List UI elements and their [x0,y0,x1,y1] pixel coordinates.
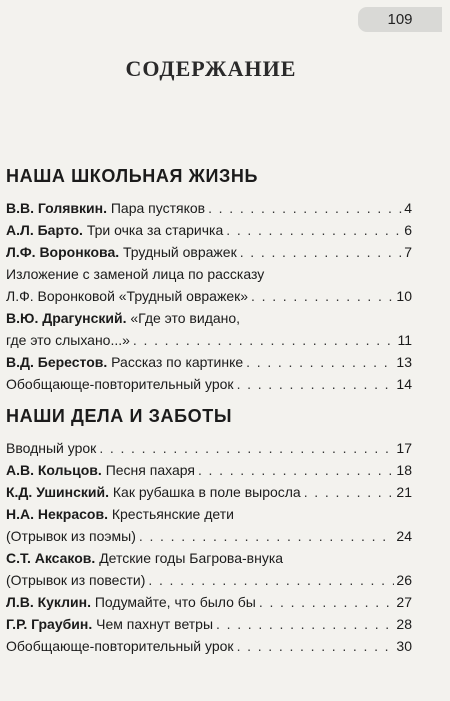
toc-entry [6,504,412,548]
toc-entry-line [6,220,412,242]
section-deeds-entries [6,438,412,658]
toc-entry-line [6,242,412,264]
toc-entry-line [6,198,412,220]
toc-entry-page: 26 [396,572,412,588]
toc-entry-line [6,482,412,504]
toc-entry-leader [259,592,395,612]
toc-entry-page: 27 [396,594,412,610]
toc-entry-author: К.Д. Ушинский. [6,484,109,500]
toc-entry-title: Обобщающе-повторительный урок [6,376,234,392]
toc-entry-author: Л.В. Куклин. [6,594,91,610]
toc-entry-title-continued: где это слыхано...» [6,332,130,348]
toc-entry-leader [237,374,395,394]
toc-entry [6,614,412,636]
toc-entry-leader [216,614,394,634]
toc-entry-title: Песня пахаря [105,462,195,478]
toc-entry-title: Детские годы Багрова-внука [99,550,284,566]
toc-entry-author: В.Д. Берестов. [6,354,108,370]
toc-entry [6,220,412,242]
toc-entry-line [6,286,412,308]
toc-entry-author: А.Л. Барто. [6,222,83,238]
toc-entry [6,198,412,220]
toc-entry-page: 6 [404,222,412,238]
toc-entry-line [6,352,412,374]
toc-entry-line [6,374,412,396]
toc-entry-page: 17 [396,440,412,456]
toc-entry-title: Подумайте, что было бы [94,594,256,610]
toc-entry-author: А.В. Кольцов. [6,462,102,478]
section-title-deeds-and-cares: НАШИ ДЕЛА И ЗАБОТЫ [6,406,233,426]
section-title-school-life: НАША ШКОЛЬНАЯ ЖИЗНЬ [6,166,259,186]
toc-entry-line [6,330,412,352]
toc-entry-page: 11 [397,332,412,348]
section-school-life-entries [6,198,412,396]
toc-entry-leader [304,482,395,502]
toc-entry [6,460,412,482]
toc-entry-title: Пара пустяков [110,200,206,216]
toc-entry-title: Чем пахнут ветры [96,616,214,632]
toc-entry-line [6,460,412,482]
toc-entry-line [6,526,412,548]
toc-entry-page: 18 [396,462,412,478]
toc-entry [6,264,412,308]
toc-entry-title: Рассказ по картинке [111,354,244,370]
toc-entry-leader [237,636,395,656]
toc-entry [6,548,412,592]
toc-entry-author: В.Ю. Драгунский. [6,310,127,326]
toc-entry [6,636,412,658]
toc-entry-line [6,438,412,460]
toc-entry-page: 24 [396,528,412,544]
toc-entry-leader [99,438,394,458]
toc-entry-author: Н.А. Некрасов. [6,506,108,522]
toc-entry-title: Обобщающе-повторительный урок [6,638,234,654]
toc-entry-page: 30 [396,638,412,654]
toc-entry-title-continued: Л.Ф. Воронковой «Трудный овражек» [6,288,249,304]
toc-entry [6,482,412,504]
toc-entry-page: 21 [396,484,412,500]
toc-entry-line [6,614,412,636]
toc-entry-leader [240,242,402,262]
toc-entry-line [6,264,412,286]
toc-entry-leader [148,570,394,590]
toc-entry-leader [226,220,402,240]
toc-entry-leader [198,460,394,480]
toc-entry-leader [133,330,396,350]
toc-entry-line [6,592,412,614]
toc-entry-line [6,636,412,658]
toc-entry-title: Трудный овражек [123,244,237,260]
page-title: СОДЕРЖАНИЕ [125,56,297,81]
toc-entry [6,592,412,614]
toc-entry-title: Вводный урок [6,440,97,456]
toc-entry-title: Изложение с заменой лица по рассказу [6,266,265,282]
toc-entry-author: Г.Р. Граубин. [6,616,93,632]
toc-entry-title-continued: (Отрывок из поэмы) [6,528,136,544]
toc-entry-page: 4 [404,200,412,216]
toc-entry [6,352,412,374]
toc-entry [6,242,412,264]
toc-entry-page: 10 [396,288,412,304]
toc-entry-author: С.Т. Аксаков. [6,550,96,566]
page-number: 109 [358,7,442,32]
toc-entry-page: 14 [396,376,412,392]
toc-entry-page: 28 [396,616,412,632]
toc-entry-leader [246,352,394,372]
toc-entry-line [6,570,412,592]
toc-entry-line [6,548,412,570]
toc-entry-leader [208,198,402,218]
toc-entry-title: Крестьянские дети [111,506,234,522]
toc-entry-line [6,504,412,526]
toc-entry-page: 7 [404,244,412,260]
toc-entry-leader [139,526,395,546]
toc-entry-title: «Где это видано, [130,310,241,326]
toc-entry-leader [251,286,394,306]
toc-entry-author: Л.Ф. Воронкова. [6,244,120,260]
toc-entry-title-continued: (Отрывок из повести) [6,572,146,588]
toc-entry-title: Как рубашка в поле выросла [112,484,301,500]
toc-entry [6,438,412,460]
toc-entry-title: Три очка за старичка [86,222,224,238]
toc-entry [6,308,412,352]
toc-entry-author: В.В. Голявкин. [6,200,107,216]
toc-entry-page: 13 [396,354,412,370]
toc-entry-line [6,308,412,330]
toc-entry [6,374,412,396]
